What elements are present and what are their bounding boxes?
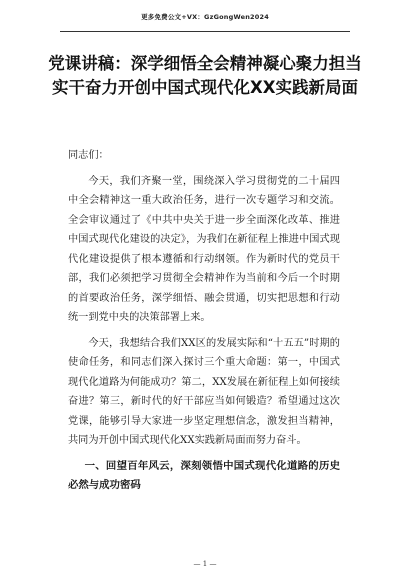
body-paragraph-2: 今天，我想结合我们XX区的发展实际和“十五五”时期的使命任务，和同志们深入探讨三个重大命题：第一，中国式现代化道路为何能成功？第二，XX发展在新征程上如何接续奋进？第三，新时代的好干部应当如何锻造？希望通过这次党课，能够引导大家进一步坚定理想信念，激发担当精神，共同为开创中国式现代化XX实践新局面而努力奋斗。 (68, 337, 340, 446)
header-promo-text: 更多免费公文+VX：GzGongWen2024 (141, 13, 269, 21)
body-paragraph-1: 今天，我们齐聚一堂，围绕深入学习贯彻党的二十届四中全会精神这一重大政治任务，进行一次专题学习和交流。全会审议通过了《中共中央关于进一步全面深化改革、推进中国式现代化建设的决定》，为我们在新征程上推进中国式现代化建设提供了根本遵循和行动纲领。作为新时代的党员干部，我们必须把学习贯彻全会精神作为当前和今后一个时期的首要政治任务，深学细悟、融会贯通，切实把思想和行动统一到党中央的决策部署上来。 (68, 175, 340, 323)
header-divider (60, 31, 350, 32)
page-number: — 1 — (193, 560, 217, 568)
salutation: 同志们： (68, 150, 109, 161)
document-title: 党课讲稿：深学细悟全会精神凝心聚力担当实干奋力开创中国式现代化XX实践新局面 (48, 54, 362, 97)
page-header (0, 0, 410, 36)
document-body (68, 146, 340, 496)
section-heading-1: 一、回望百年风云，深刻领悟中国式现代化道路的历史必然与成功密码 (68, 459, 340, 491)
